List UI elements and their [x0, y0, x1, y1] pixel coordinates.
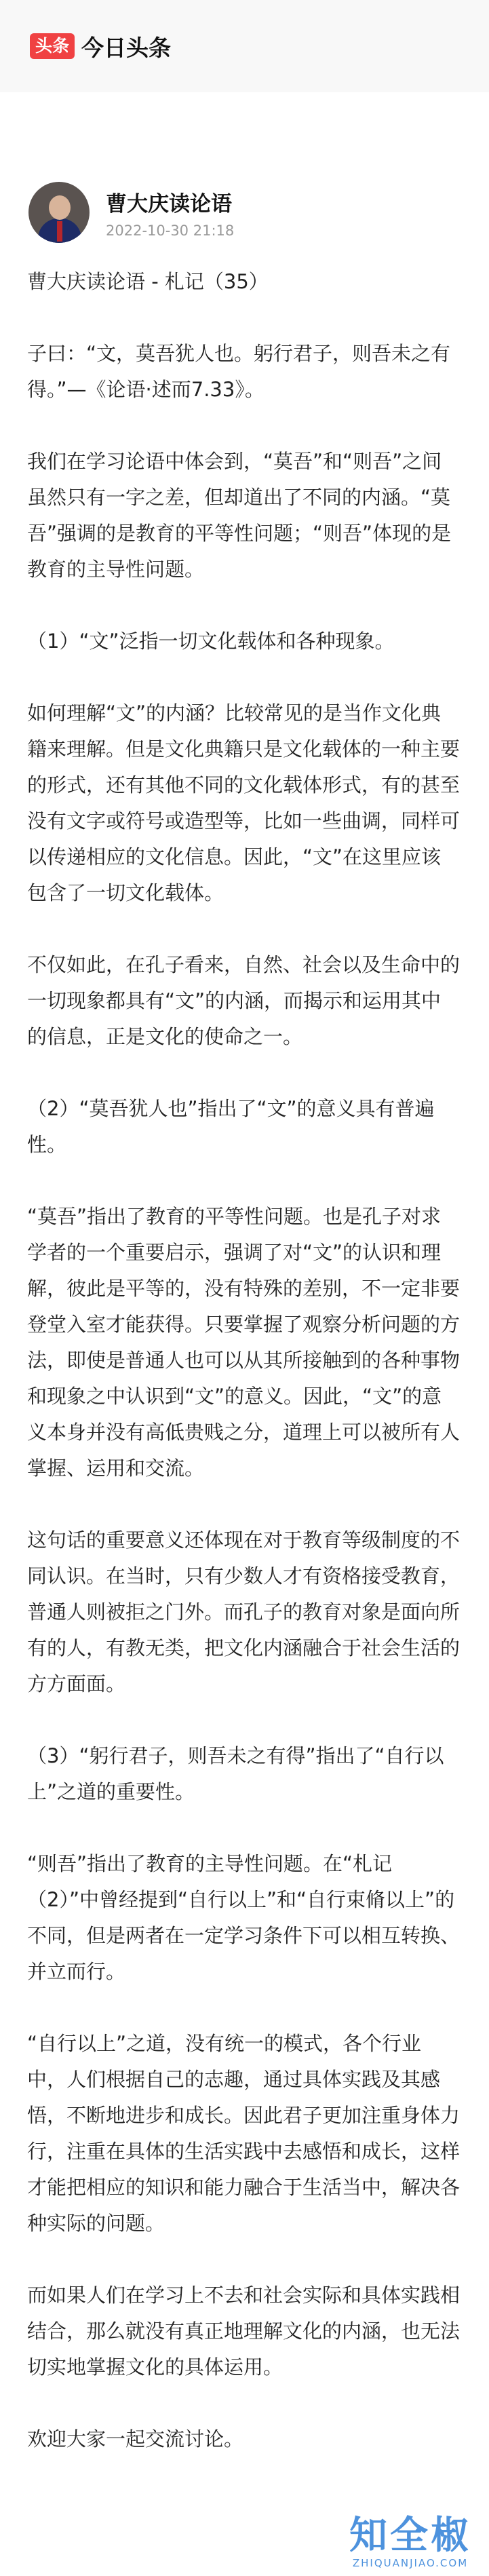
article-paragraph: 这句话的重要意义还体现在对于教育等级制度的不同认识。在当时，只有少数人才有资格接受教育，普通人则被拒之门外。而孔子的教育对象是面向所有的人，有教无类，把文化内涵融合于社会生活的方方面面。	[27, 1529, 461, 1695]
article-body	[0, 264, 489, 2457]
author-name[interactable]: 曹大庆读论语	[106, 191, 232, 216]
watermark-logo	[349, 2515, 471, 2569]
article-paragraph: 如何理解“文”的内涵？比较常见的是当作文化典籍来理解。但是文化典籍只是文化载体的一种主要的形式，还有其他不同的文化载体形式，有的甚至没有文字或符号或造型等，比如一些曲调，同样可以传递相应的文化信息。因此，“文”在这里应该包含了一切文化载体。	[27, 701, 461, 904]
article-paragraph: “自行以上”之道，没有统一的模式，各个行业中，人们根据自己的志趣，通过具体实践及其感悟，不断地进步和成长。因此君子更加注重身体力行，注重在具体的生活实践中去感悟和成长，这样才能把相应的知识和能力融合于生活当中，解决各种实际的问题。	[27, 2032, 461, 2235]
article-paragraph: “则吾”指出了教育的主导性问题。在“札记（2）”中曾经提到“自行以上”和“自行束脩以上”的不同，但是两者在一定学习条件下可以相互转换、并立而行。	[27, 1852, 461, 1983]
article-paragraph: 欢迎大家一起交流讨论。	[27, 2427, 244, 2450]
avatar-face-shape	[49, 195, 71, 220]
watermark-cn: 知全椒	[349, 2514, 471, 2558]
article-paragraph: 不仅如此，在孔子看来，自然、社会以及生命中的一切现象都具有“文”的内涵，而揭示和运用其中的信息，正是文化的使命之一。	[27, 953, 461, 1048]
article-paragraph: 子曰：“文，莫吾犹人也。躬行君子，则吾未之有得。”—《论语·述而7.33》。	[27, 342, 451, 401]
app-header	[0, 0, 489, 92]
toutiao-logo[interactable]: 头条	[30, 33, 75, 59]
author-avatar[interactable]	[28, 182, 90, 243]
article-paragraph: 曹大庆读论语 - 札记（35）	[27, 270, 269, 293]
article-paragraph: （1）“文”泛指一切文化载体和各种现象。	[27, 630, 395, 653]
avatar-tie-shape	[57, 221, 62, 242]
watermark-en: ZHIQUANJIAO.COM	[352, 2557, 469, 2569]
author-info	[106, 187, 234, 239]
article-paragraph: “莫吾”指出了教育的平等性问题。也是孔子对求学者的一个重要启示，强调了对“文”的认识和理解，彼此是平等的，没有特殊的差别，不一定非要登堂入室才能获得。只要掌握了观察分析问题的方法，即使是普通人也可以从其所接触到的各种事物和现象之中认识到“文”的意义。因此，“文”的意义本身并没有高低贵贱之分，道理上可以被所有人掌握、运用和交流。	[27, 1205, 461, 1480]
brand-name[interactable]: 今日头条	[81, 34, 172, 61]
article-paragraph: （3）“躬行君子，则吾未之有得”指出了“自行以上”之道的重要性。	[27, 1744, 444, 1803]
article-paragraph: 我们在学习论语中体会到，“莫吾”和“则吾”之间虽然只有一字之差，但却道出了不同的内涵。“莫吾”强调的是教育的平等性问题；“则吾”体现的是教育的主导性问题。	[27, 450, 452, 581]
article-paragraph: （2）“莫吾犹人也”指出了“文”的意义具有普遍性。	[27, 1097, 435, 1156]
publish-date: 2022-10-30 21:18	[106, 222, 235, 239]
article-paragraph: 而如果人们在学习上不去和社会实际和具体实践相结合，那么就没有真正地理解文化的内涵，也无法切实地掌握文化的具体运用。	[27, 2284, 461, 2379]
author-block	[0, 92, 489, 243]
